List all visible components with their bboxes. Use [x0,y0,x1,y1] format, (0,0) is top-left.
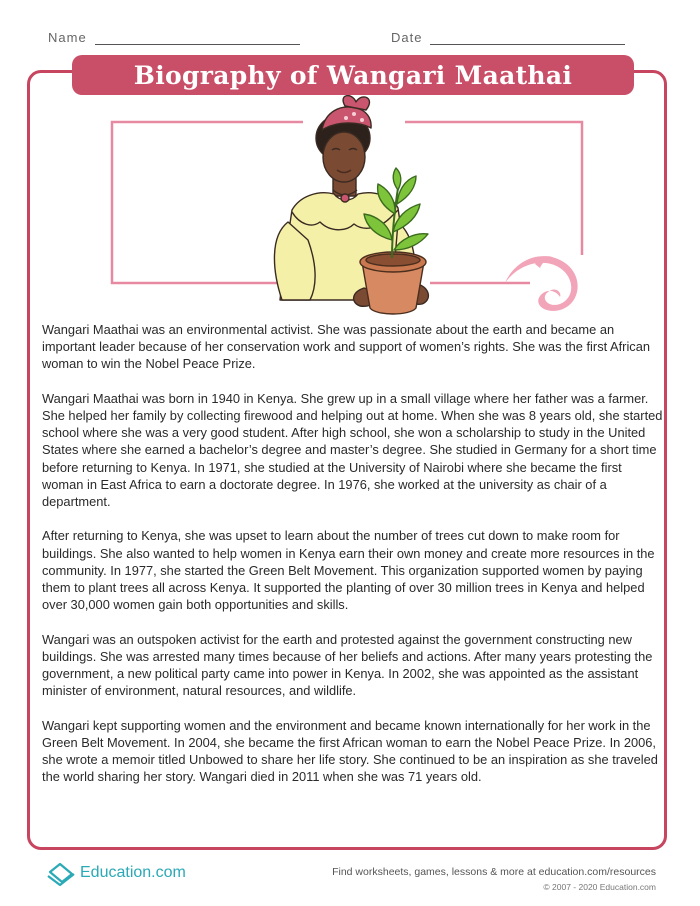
brand-name: Education.com [80,864,186,881]
footer-info [332,866,656,892]
education-logo-icon [46,860,76,886]
date-label: Date [391,30,423,45]
paragraph: After returning to Kenya, she was upset to learn about the number of trees cut down to make room for buildings. She also wanted to help women in Kenya earn their own money and create more resources in the community. In 1977, she started the Green Belt Movement. This organization supported women by paying them to plant trees all across Kenya. It supported the planting of over 30 million trees in Kenya and helped over 30,000 women gain both opportunities and skills. [42,528,655,613]
page-title: Biography of Wangari Maathai [133,60,573,90]
biography-text [42,321,664,803]
title-banner [72,55,634,95]
education-logo[interactable] [46,860,186,886]
footer-tagline[interactable]: Find worksheets, games, lessons & more at education.com/resources [332,866,656,878]
copyright: © 2007 - 2020 Education.com [543,882,656,892]
paragraph: Wangari Maathai was an environmental activist. She was passionate about the earth and became an important leader because of her conservation work and support of women’s rights. She was the first African woman to win the Nobel Peace Prize. [42,322,651,372]
name-label: Name [48,30,87,45]
paragraph: Wangari was an outspoken activist for the earth and protested against the government constructing new buildings. She was arrested many times because of her beliefs and actions. After many years protesting the government, a new political party came into power in Kenya. In 2002, she was appointed as the assistant minister of environment, natural resources, and wildlife. [42,631,653,699]
paragraph: Wangari Maathai was born in 1940 in Kenya. She grew up in a small village where her father was a farmer. She helped her family by collecting firewood and helping out at home. When she was 8 years old, she started school where she was a very good student. After high school, she won a scholarship to study in the United States where she earned a bachelor’s degree and master’s degree. She studied in Germany for a short time before returning to Kenya. In 1971, she studied at the University of Nairobi where she became the first woman in East Africa to earn a doctorate degree. In 1976, she worked at the university as chair of a department. [42,390,663,510]
paragraph: Wangari kept supporting women and the environment and became known internationally for her work in the Green Belt Movement. In 2004, she became the first African woman to earn the Nobel Peace Prize. In 2006, she wrote a memoir titled Unbowed to share her life story. She continued to be an inspiration as she traveled the world sharing her story. Wangari died in 2011 when she was 71 years old. [42,717,658,785]
